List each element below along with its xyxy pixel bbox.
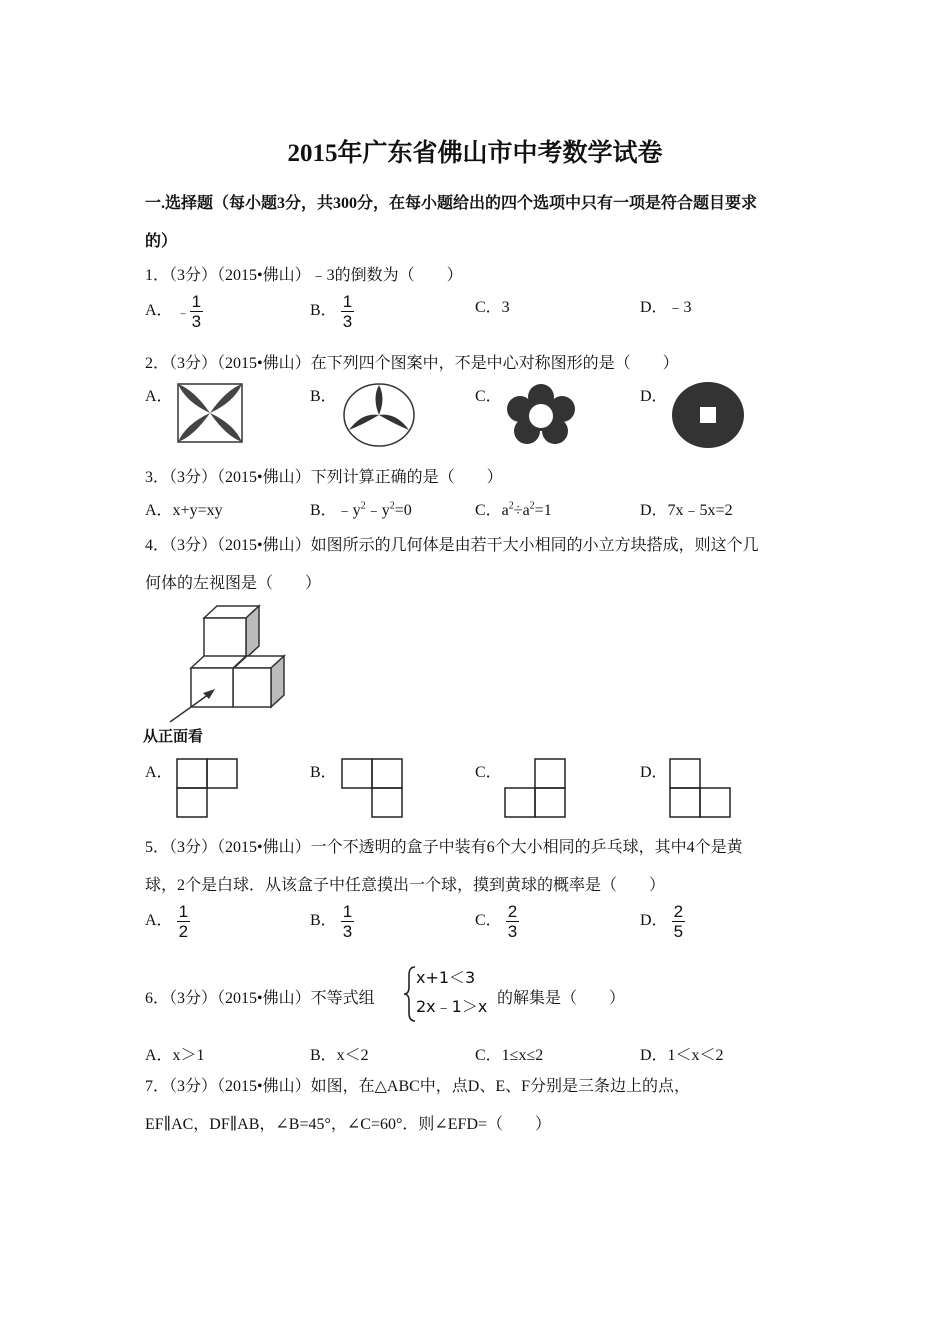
brace-icon bbox=[403, 965, 417, 1023]
q1-option-d: D．﹣3 bbox=[640, 299, 692, 316]
q4-view-c-figure bbox=[503, 757, 567, 819]
question-3: 3．（3分）（2015•佛山）下列计算正确的是（ ） bbox=[145, 469, 503, 486]
question-6: 6．（3分）（2015•佛山）不等式组 bbox=[145, 990, 375, 1007]
q4-view-b-figure bbox=[340, 757, 404, 819]
q5-option-a: A． $\frac{1}{2}$ bbox=[145, 902, 189, 941]
question-5-cont: 球，2个是白球．从该盒子中任意摸出一个球，摸到黄球的概率是（ ） bbox=[145, 877, 666, 894]
three-leaf-circle-figure bbox=[342, 382, 416, 448]
q2-option-d-label: D． bbox=[640, 388, 668, 405]
q4-view-d-figure bbox=[668, 757, 732, 819]
q6-option-a: A．x＞1 bbox=[145, 1047, 205, 1064]
question-7: 7．（3分）（2015•佛山）如图，在△ABC中，点D、E、F分别是三条边上的点， bbox=[145, 1078, 691, 1095]
question-5: 5．（3分）（2015•佛山）一个不透明的盒子中装有6个大小相同的乒乓球，其中4个是黄 bbox=[145, 839, 743, 856]
q3-option-d: D．7x﹣5x=2 bbox=[640, 502, 733, 519]
question-1: 1．（3分）（2015•佛山）﹣3的倒数为（ ） bbox=[145, 267, 463, 284]
q1-option-b: B． $\frac{1}{3}$ bbox=[310, 292, 353, 331]
q4-view-a-figure bbox=[175, 757, 239, 819]
q4-option-d-label: D． bbox=[640, 764, 668, 781]
question-6-tail: 的解集是（ ） bbox=[497, 990, 626, 1007]
coin-figure bbox=[670, 380, 746, 450]
q5-option-b: B． $\frac{1}{3}$ bbox=[310, 902, 353, 941]
inequality-1: x+1＜3 bbox=[416, 968, 476, 987]
q6-option-c: C．1≤x≤2 bbox=[475, 1047, 544, 1064]
q5-option-d: D． $\frac{2}{5}$ bbox=[640, 902, 684, 941]
q5-option-c: C． $\frac{2}{3}$ bbox=[475, 902, 518, 941]
q1-option-a: A． ﹣ $\frac{1}{3}$ bbox=[145, 292, 202, 331]
q3-option-b: B．$﹣y^2﹣y^2=0$ bbox=[310, 500, 412, 519]
cube-stack-figure bbox=[140, 600, 300, 730]
section-heading: 一.选择题（每小题3分，共300分，在每小题给出的四个选项中只有一项是符合题目要求 bbox=[145, 195, 758, 212]
q4-option-c-label: C． bbox=[475, 764, 502, 781]
q6-option-b: B．x＜2 bbox=[310, 1047, 369, 1064]
section-heading-cont: 的） bbox=[145, 233, 178, 250]
question-4-cont: 何体的左视图是（ ） bbox=[145, 575, 322, 592]
q4-option-b-label: B． bbox=[310, 764, 337, 781]
q1-option-c: C．3 bbox=[475, 299, 510, 316]
four-petal-pattern-figure bbox=[176, 382, 244, 444]
question-7-cont: EF∥AC，DF∥AB，∠B=45°，∠C=60°．则∠EFD=（ ） bbox=[145, 1116, 552, 1133]
q2-option-a-label: A． bbox=[145, 388, 173, 405]
q3-option-a: A．x+y=xy bbox=[145, 502, 223, 519]
page-title: 2015年广东省佛山市中考数学试卷 bbox=[287, 140, 663, 167]
q4-option-a-label: A． bbox=[145, 764, 173, 781]
q2-option-c-label: C． bbox=[475, 388, 502, 405]
q6-option-d: D．1＜x＜2 bbox=[640, 1047, 724, 1064]
q3-option-c: C．$a^2\div a^2=1$ bbox=[475, 500, 552, 519]
view-direction-caption: 从正面看 bbox=[143, 727, 204, 745]
question-2: 2．（3分）（2015•佛山）在下列四个图案中，不是中心对称图形的是（ ） bbox=[145, 355, 679, 372]
question-4: 4．（3分）（2015•佛山）如图所示的几何体是由若干大小相同的小立方块搭成，则这个几 bbox=[145, 537, 759, 554]
inequality-2: 2x﹣1＞x bbox=[416, 997, 488, 1016]
flower-figure bbox=[505, 383, 577, 447]
q2-option-b-label: B． bbox=[310, 388, 337, 405]
